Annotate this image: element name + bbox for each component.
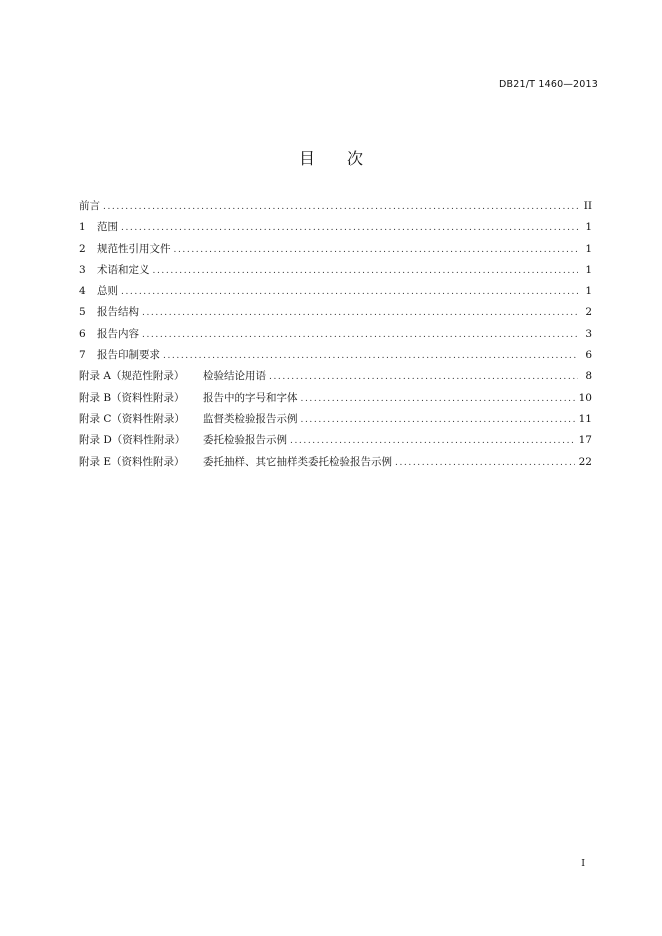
toc-leader-dots [103,203,578,212]
toc-label: 报告中的字号和字体 [203,391,298,404]
toc-leader-dots [301,395,575,404]
toc-entry-appendix-b[interactable] [79,390,592,411]
toc-leader-dots [121,288,578,297]
toc-leader-dots [290,437,575,446]
toc-leader-dots [174,246,579,255]
toc-leader-dots [121,224,578,233]
toc-entry-3[interactable] [79,262,592,283]
toc-label: 术语和定义 [97,263,150,276]
toc-page: 1 [585,221,592,234]
toc-entry-2[interactable] [79,241,592,262]
title-char-1: 目 [298,149,315,168]
toc-number: 4 [79,285,86,298]
toc-entry-appendix-c[interactable] [79,411,592,432]
toc-page: 1 [585,285,592,298]
title-char-2: 次 [347,149,364,168]
toc-number: 3 [79,263,86,276]
toc-leader-dots [395,459,575,468]
toc-entry-1[interactable] [79,219,592,240]
toc-label: 报告结构 [97,306,139,319]
toc-leader-dots [269,373,578,382]
toc-page: 8 [585,370,592,383]
toc-label: 报告内容 [97,327,139,340]
toc-appendix-label: 附录 E（资料性附录） [79,455,185,468]
toc-entry-4[interactable] [79,283,592,304]
toc-appendix-label: 附录 D（资料性附录） [79,434,186,447]
page-number: I [581,858,585,869]
toc-page: 22 [578,455,592,468]
toc-page: 17 [578,434,592,447]
toc-label: 范围 [97,221,118,234]
toc-number: 7 [79,349,86,362]
toc-entry-appendix-d[interactable] [79,432,592,453]
toc-number: 2 [79,242,86,255]
toc-entry-5[interactable] [79,304,592,325]
toc-number: 1 [79,221,86,234]
table-of-contents [79,198,592,475]
toc-number: 6 [79,327,86,340]
toc-label: 规范性引用文件 [97,242,171,255]
toc-number: 5 [79,306,86,319]
toc-label: 监督类检验报告示例 [203,412,298,425]
toc-page: II [583,200,592,212]
toc-appendix-label: 附录 C（资料性附录） [79,412,185,425]
toc-label: 报告印制要求 [97,349,160,362]
toc-entry-appendix-a[interactable] [79,368,592,389]
toc-leader-dots [142,309,578,318]
toc-label: 检验结论用语 [203,370,266,383]
toc-page: 1 [585,263,592,276]
toc-entry-7[interactable] [79,347,592,368]
toc-label: 前言 [79,200,100,212]
toc-entry-appendix-e[interactable] [79,454,592,475]
toc-label: 委托检验报告示例 [203,434,287,447]
toc-page: 3 [585,327,592,340]
toc-page: 10 [578,391,592,404]
toc-page: 11 [578,412,592,425]
document-code: DB21/T 1460—2013 [499,79,598,90]
toc-leader-dots [163,352,578,361]
toc-page: 6 [585,349,592,362]
toc-entry-6[interactable] [79,326,592,347]
toc-leader-dots [301,416,575,425]
toc-appendix-label: 附录 A（规范性附录） [79,370,185,383]
toc-leader-dots [142,331,578,340]
page-title [0,146,662,169]
toc-label: 总则 [97,285,118,298]
toc-leader-dots [153,267,579,276]
toc-appendix-label: 附录 B（资料性附录） [79,391,185,404]
toc-label: 委托抽样、其它抽样类委托检验报告示例 [203,455,392,468]
toc-page: 1 [585,242,592,255]
toc-page: 2 [585,306,592,319]
toc-entry-foreword[interactable] [79,198,592,219]
